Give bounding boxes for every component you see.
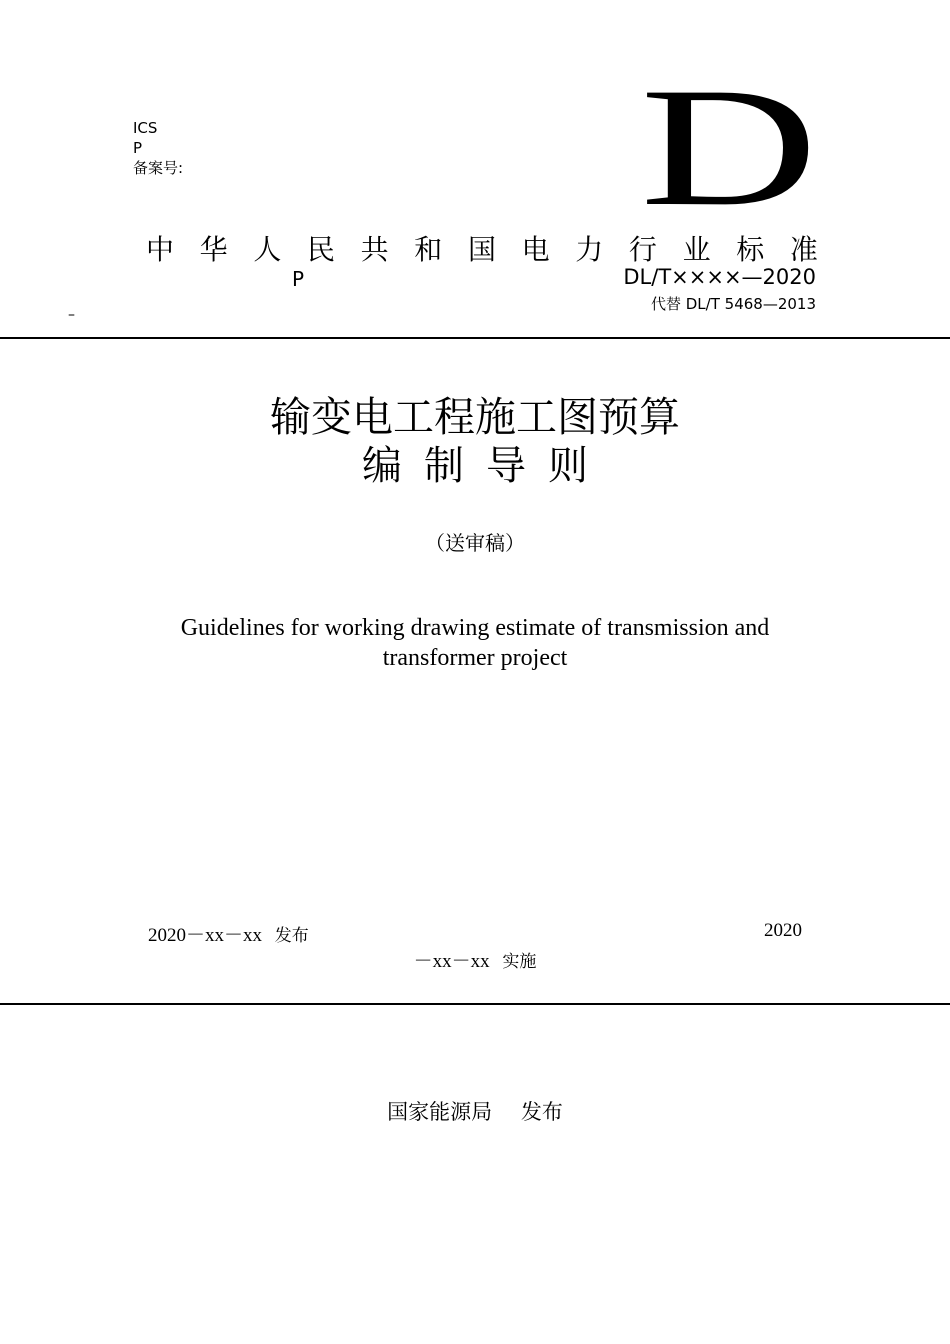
issue-date xyxy=(148,920,309,947)
issue-date-value: 2020－xx－xx xyxy=(148,925,263,946)
standard-p-label: P xyxy=(292,267,305,291)
category-char: 华 xyxy=(199,233,228,266)
publisher-org: 国家能源局 xyxy=(387,1100,493,1124)
category-char: 电 xyxy=(521,233,550,266)
english-title: Guidelines for working drawing estimate of transmission and transformer project xyxy=(180,615,770,671)
publisher-action: 发布 xyxy=(520,1100,563,1124)
top-divider xyxy=(0,337,950,339)
bottom-divider xyxy=(0,1003,950,1005)
category-char: 业 xyxy=(682,233,711,266)
category-char: 共 xyxy=(360,233,389,266)
standard-category-title xyxy=(146,232,818,268)
ics-label: ICS xyxy=(133,119,158,137)
publisher xyxy=(0,1096,950,1126)
draft-status: （送审稿） xyxy=(425,531,525,555)
p-label: P xyxy=(133,139,143,157)
category-char: 力 xyxy=(575,233,604,266)
main-title-line1: 输变电工程施工图预算 xyxy=(270,393,680,441)
category-char: 和 xyxy=(414,233,443,266)
standard-number: DL/T××××—2020 xyxy=(623,265,816,289)
classification-block xyxy=(133,118,183,178)
category-char: 民 xyxy=(306,233,335,266)
category-char: 行 xyxy=(628,233,657,266)
category-char: 准 xyxy=(789,233,818,266)
category-char: 人 xyxy=(253,233,282,266)
category-char: 标 xyxy=(736,233,765,266)
implementation-year: 2020 xyxy=(764,920,802,941)
replaces-standard: 代替 DL/T 5468—2013 xyxy=(650,295,816,313)
issue-label: 发布 xyxy=(274,926,309,946)
implementation-label: 实施 xyxy=(502,952,537,972)
standard-mark-logo: D xyxy=(640,53,819,241)
dash-mark: – xyxy=(68,307,75,323)
implementation-date-value: －xx－xx xyxy=(413,951,490,972)
category-char: 国 xyxy=(467,233,496,266)
record-number-label: 备案号: xyxy=(133,159,184,177)
implementation-date xyxy=(0,946,950,973)
category-char: 中 xyxy=(146,233,175,266)
main-title-line2: 编制导则 xyxy=(362,443,610,489)
